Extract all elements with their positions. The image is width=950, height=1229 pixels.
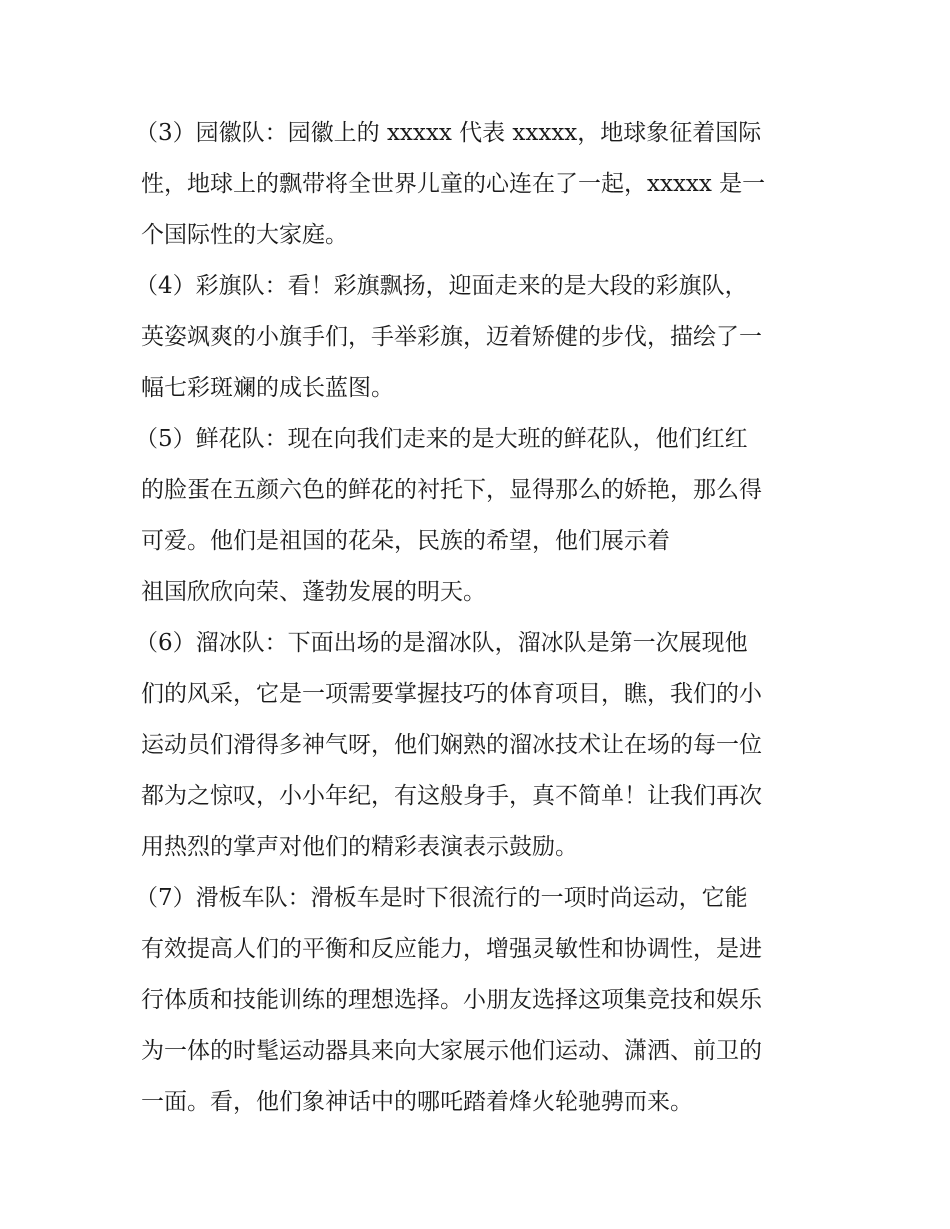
paragraph-4-line-2: 英姿飒爽的小旗手们，手举彩旗，迈着矫健的步伐，描绘了一 <box>141 324 762 350</box>
paragraph-4-line-1: （4）彩旗队：看！彩旗飘扬，迎面走来的是大段的彩旗队， <box>135 273 748 299</box>
paragraph-3-line-1: （3）园徽队：园徽上的 xxxxx 代表 xxxxx，地球象征着国际 <box>135 120 762 146</box>
paragraph-3-line-2: 性，地球上的飘带将全世界儿童的心连在了一起，xxxxx 是一 <box>141 171 766 197</box>
paragraph-6-line-3: 运动员们滑得多神气呀，他们娴熟的溜冰技术让在场的每一位 <box>141 732 762 758</box>
body-text <box>135 108 821 1128</box>
paragraph-6-line-4: 都为之惊叹，小小年纪，有这般身手，真不简单！让我们再次 <box>141 783 762 809</box>
paragraph-5-line-4: 祖国欣欣向荣、蓬勃发展的明天。 <box>141 579 486 605</box>
paragraph-5-line-1: （5）鲜花队：现在向我们走来的是大班的鲜花队，他们红红 <box>135 426 748 452</box>
paragraph-6-line-5: 用热烈的掌声对他们的精彩表演表示鼓励。 <box>141 834 578 860</box>
paragraph-7-line-3: 行体质和技能训练的理想选择。小朋友选择这项集竞技和娱乐 <box>141 987 762 1013</box>
paragraph-3-line-3: 个国际性的大家庭。 <box>141 222 348 248</box>
paragraph-4-line-3: 幅七彩斑斓的成长蓝图。 <box>141 375 394 401</box>
paragraph-5-line-2: 的脸蛋在五颜六色的鲜花的衬托下，显得那么的娇艳，那么得 <box>141 477 762 503</box>
paragraph-7-line-5: 一面。看，他们象神话中的哪吒踏着烽火轮驰骋而来。 <box>141 1089 693 1115</box>
paragraph-7-line-1: （7）滑板车队：滑板车是时下很流行的一项时尚运动，它能 <box>135 885 748 911</box>
paragraph-5-line-3: 可爱。他们是祖国的花朵，民族的希望，他们展示着 <box>141 528 670 554</box>
paragraph-7-line-2: 有效提高人们的平衡和反应能力，增强灵敏性和协调性，是进 <box>141 936 762 962</box>
paragraph-6-line-2: 们的风采，它是一项需要掌握技巧的体育项目，瞧，我们的小 <box>141 681 762 707</box>
paragraph-7-line-4: 为一体的时髦运动器具来向大家展示他们运动、潇洒、前卫的 <box>141 1038 762 1064</box>
paragraph-6-line-1: （6）溜冰队：下面出场的是溜冰队，溜冰队是第一次展现他 <box>135 630 748 656</box>
